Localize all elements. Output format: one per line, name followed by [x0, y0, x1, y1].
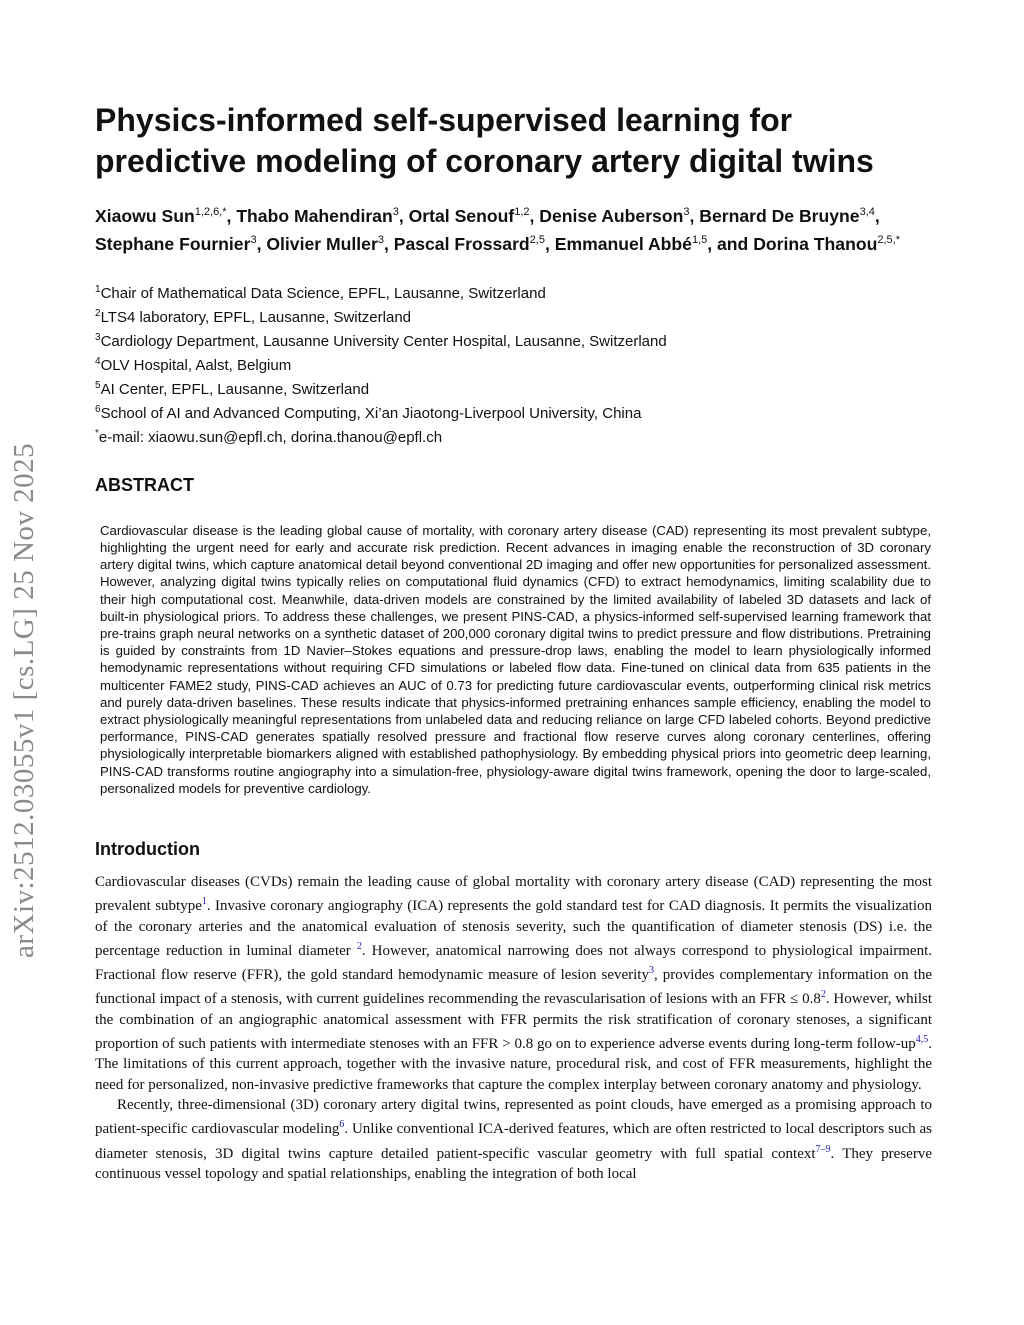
- author-separator: ,: [398, 205, 409, 226]
- paragraph-text: . However, whilst the combination of an angiographic anatomical assessment with FFR permits the risk stratification of coronary stenoses, a significant proportion of such patients with intermediate stenoses with an FFR > 0.8 go on to experience adverse events during long-term follow-up: [95, 991, 932, 1053]
- affiliation-text: OLV Hospital, Aalst, Belgium: [100, 356, 292, 374]
- paragraph-text: . They preserve continuous vessel topology and spatial relationships, enabling the integration of both local: [95, 1145, 932, 1182]
- author-affiliation-marker: 3,4: [859, 206, 875, 218]
- introduction-heading: Introduction: [95, 838, 200, 859]
- affiliation-text: Cardiology Department, Lausanne University Center Hospital, Lausanne, Switzerland: [100, 332, 667, 350]
- author-separator: ,: [256, 233, 267, 254]
- affiliation-line: [95, 376, 932, 400]
- abstract-heading: ABSTRACT: [95, 474, 194, 495]
- author-name: Emmanuel Abbé: [554, 233, 692, 254]
- author-separator: , and: [707, 233, 754, 254]
- author-affiliation-marker: 3: [377, 233, 384, 246]
- affiliation-line: [95, 400, 932, 424]
- author-name: Thabo Mahendiran: [236, 205, 393, 226]
- affiliation-line: [95, 328, 932, 352]
- author-affiliation-marker: 2,5,*: [877, 233, 900, 246]
- affiliation-marker: 1: [95, 283, 101, 295]
- affiliation-line: [95, 304, 932, 328]
- author-name: Xiaowu Sun: [95, 205, 195, 226]
- author-affiliation-marker: 3: [250, 233, 257, 246]
- paper-page: [95, 100, 932, 1184]
- citation-link[interactable]: 7–9: [815, 1143, 831, 1155]
- author-separator: ,: [226, 205, 237, 226]
- paragraph-text: Recently, three-dimensional (3D) coronary artery digital twins, represented as point clouds, have emerged as a promising approach to patient-specific cardiovascular modeling: [95, 1096, 932, 1138]
- affiliation-marker: 3: [95, 331, 101, 343]
- citation-link[interactable]: 3: [648, 965, 654, 977]
- author-name: Bernard De Bruyne: [699, 205, 860, 226]
- affiliation-marker: 6: [95, 403, 101, 415]
- affiliation-line: [95, 424, 932, 448]
- abstract-text: Cardiovascular disease is the leading global cause of mortality, with coronary artery disease (CAD) representing its most prevalent subtype, highlighting the urgent need for early and accurate risk prediction. Recent advances in imaging enable the reconstruction of 3D coronary artery digital twins, which capture anatomical detail beyond conventional 2D imaging and offer new opportunities for personalized assessment. However, analyzing digital twins typically relies on computational fluid dynamics (CFD) to extract hemodynamics, limiting scalability due to their high computational cost. Meanwhile, data-driven models are constrained by the limited availability of labeled 3D datasets and lack of built-in physiological priors. To address these challenges, we present PINS-CAD, a physics-informed self-supervised learning framework that pre-trains graph neural networks on a synthetic dataset of 200,000 coronary digital twins to predict pressure and flow distributions. Pretraining is guided by constraints from 1D Navier–Stokes equations and pressure-drop laws, enabling the model to learn physiologically informed hemodynamic representations without requiring CFD simulations or labeled flow data. Fine-tuned on clinical data from 635 patients in the multicenter FAME2 study, PINS-CAD achieves an AUC of 0.73 for predicting future cardiovascular events, outperforming clinical risk metrics and purely data-driven baselines. These results indicate that physics-informed pretraining enhances sample efficiency, enabling the model to extract physiologically meaningful representations from unlabeled data and reducing reliance on large CFD labeled cohorts. Beyond predictive performance, PINS-CAD generates spatially resolved pressure and fractional flow reserve curves along coronary centerlines, offering physiologically interpretable biomarkers aligned with established pathophysiology. By embedding physical priors into geometric deep learning, PINS-CAD transforms routine angiography into a simulation-free, physiology-aware digital twins framework, opening the door to large-scaled, personalized models for preventive cardiology.: [100, 522, 931, 796]
- citation-link[interactable]: 6: [339, 1119, 345, 1131]
- affiliation-marker: *: [95, 427, 99, 439]
- author-affiliation-marker: 3: [392, 206, 399, 218]
- citation-link[interactable]: 4,5: [915, 1034, 929, 1046]
- author-affiliation-marker: 1,2: [514, 206, 530, 218]
- paragraph-text: . However, anatomical narrowing does not always correspond to physiological impairment. Fractional flow reserve (FFR), the gold standard hemodynamic measure of lesion severity: [95, 942, 933, 984]
- author-name: Stephane Fournier: [95, 233, 251, 254]
- author-name: Denise Auberson: [539, 205, 684, 226]
- author-separator: ,: [544, 233, 555, 254]
- affiliation-text: School of AI and Advanced Computing, Xi’an Jiaotong-Liverpool University, China: [100, 404, 642, 422]
- paragraph-text: , provides complementary information on the functional impact of a stenosis, with current guidelines recommending the revascularisation of lesions with an FFR ≤ 0.8: [95, 967, 932, 1008]
- affiliation-list: [95, 280, 932, 448]
- author-separator: ,: [529, 205, 540, 226]
- paragraph-text: Cardiovascular diseases (CVDs) remain the leading cause of global mortality with coronary artery disease (CAD) representing the most prevalent subtype: [95, 873, 932, 915]
- affiliation-marker: 4: [95, 355, 101, 367]
- arxiv-identifier-stamp: arXiv:2512.03055v1 [cs.LG] 25 Nov 2025: [8, 442, 40, 958]
- author-separator: ,: [874, 205, 880, 226]
- author-name: Dorina Thanou: [753, 233, 878, 254]
- author-name: Pascal Frossard: [393, 233, 530, 254]
- affiliation-marker: 5: [95, 379, 101, 391]
- author-separator: ,: [383, 233, 394, 254]
- author-affiliation-marker: 3: [683, 206, 690, 218]
- paragraph-text: . Invasive coronary angiography (ICA) represents the gold standard test for CAD diagnosis. It permits the visualization of the coronary arteries and the anatomical evaluation of stenosis severity, such the quantification of diameter stenosis (DS) i.e. the percentage reduction in luminal diameter: [95, 898, 933, 959]
- paper-title: Physics-informed self-supervised learning for predictive modeling of coronary artery digital twins: [95, 102, 874, 179]
- author-affiliation-marker: 2,5: [529, 233, 545, 246]
- citation-link[interactable]: 1: [201, 896, 207, 908]
- paragraph-text: . The limitations of this current approach, together with the invasive nature, procedural risk, and cost of FFR measurements, highlight the need for personalized, non-invasive predictive frameworks that capture the complex interplay between coronary anatomy and physiology.: [95, 1036, 932, 1093]
- author-name: Ortal Senouf: [408, 205, 515, 226]
- affiliation-text: AI Center, EPFL, Lausanne, Switzerland: [100, 380, 370, 398]
- affiliation-line: [95, 352, 932, 376]
- affiliation-text: LTS4 laboratory, EPFL, Lausanne, Switzerland: [100, 308, 412, 326]
- introduction-paragraph-2: [95, 1095, 932, 1184]
- affiliation-marker: 2: [95, 307, 101, 319]
- introduction-paragraph-1: [95, 872, 932, 1095]
- paragraph-text: . Unlike conventional ICA-derived features, which are often restricted to local descriptors such as diameter stenosis, 3D digital twins capture detailed patient-specific vascular geometry with full spatial context: [95, 1121, 932, 1162]
- author-affiliation-marker: 1,5: [691, 233, 708, 246]
- affiliation-line: [95, 280, 932, 304]
- author-affiliation-marker: 1,2,6,*: [194, 206, 227, 218]
- author-name: Olivier Muller: [266, 233, 378, 254]
- citation-link[interactable]: 2: [356, 940, 362, 952]
- author-separator: ,: [689, 205, 700, 226]
- affiliation-text: e-mail: xiaowu.sun@epfl.ch, dorina.thanou@epfl.ch: [98, 428, 443, 446]
- citation-link[interactable]: 2: [820, 989, 826, 1001]
- author-list: [95, 200, 932, 256]
- affiliation-text: Chair of Mathematical Data Science, EPFL, Lausanne, Switzerland: [100, 284, 546, 302]
